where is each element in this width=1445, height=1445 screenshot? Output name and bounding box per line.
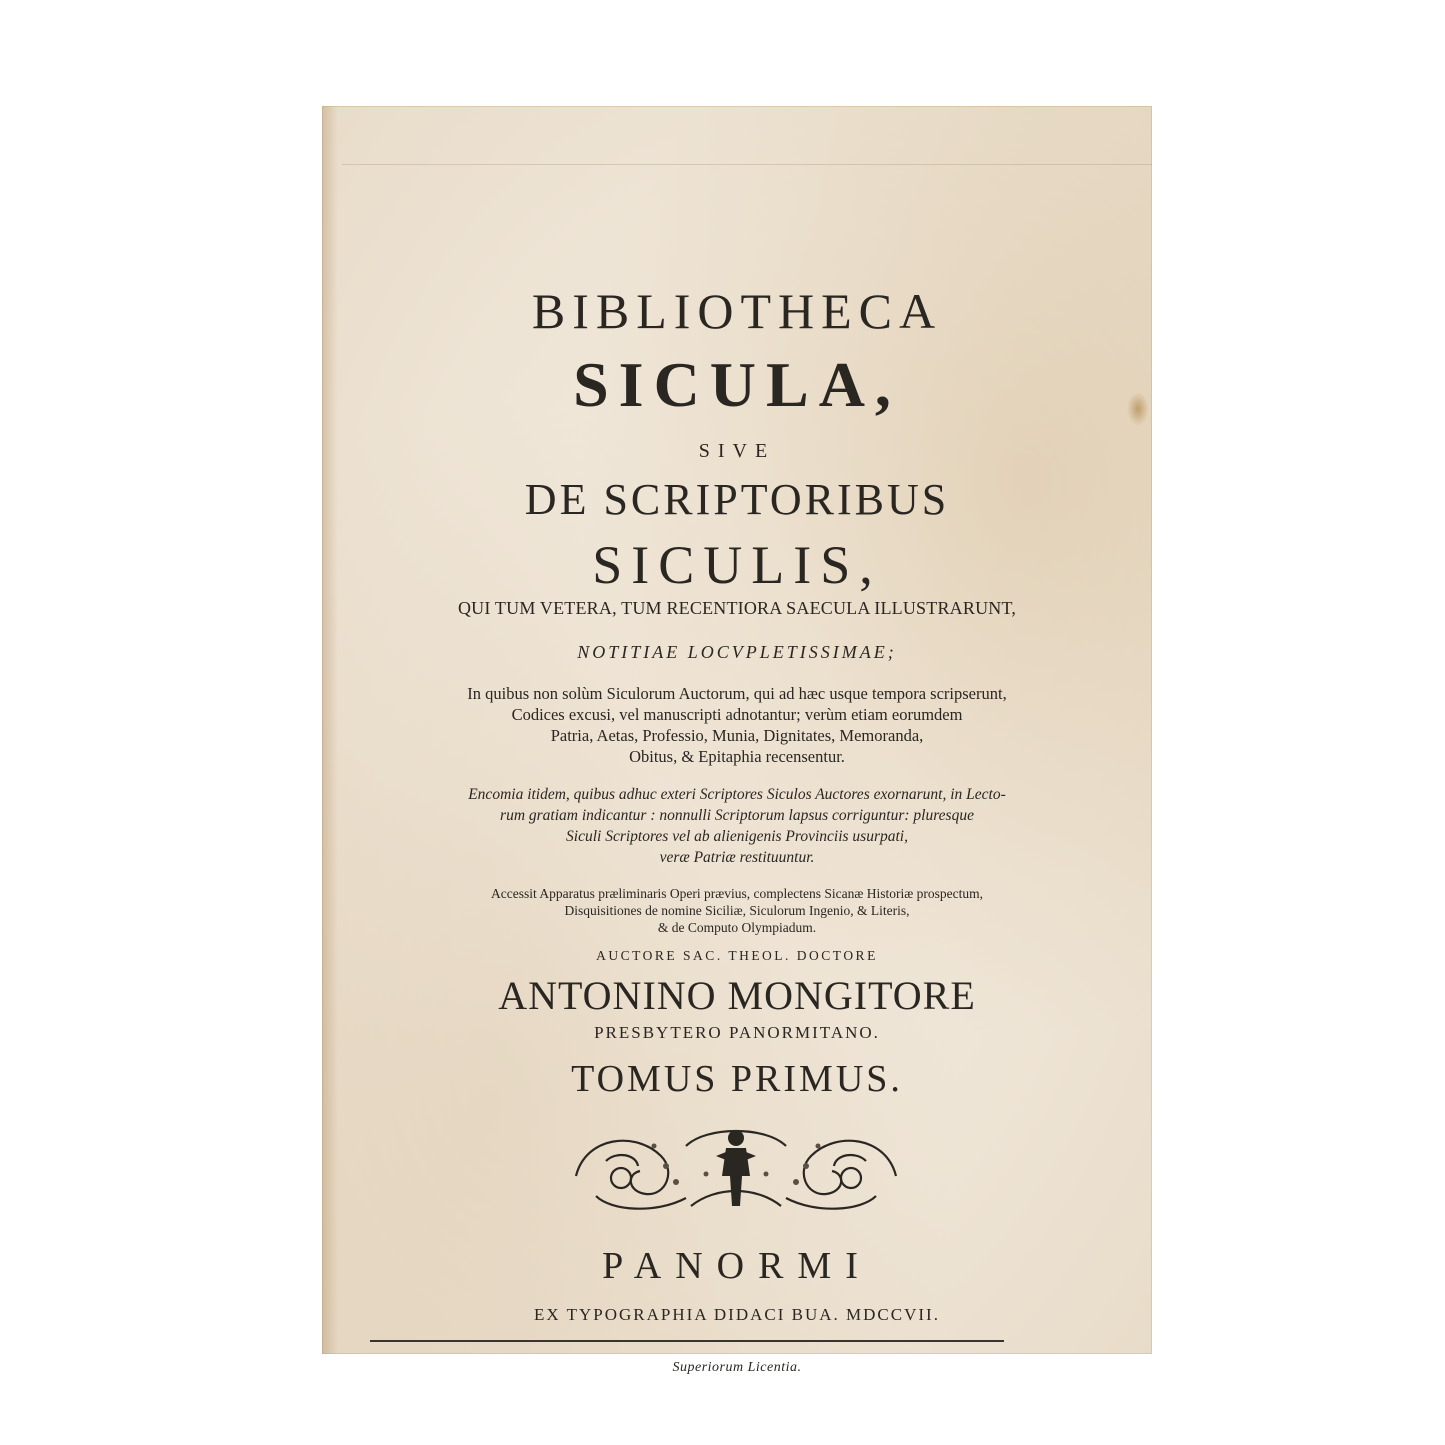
conjunction-sive: SIVE: [698, 440, 776, 462]
auctore-line: AUCTORE SAC. THEOL. DOCTORE: [596, 948, 878, 963]
accessit-paragraph: [322, 885, 1152, 936]
paragraph-line: veræ Patriæ restituuntur.: [659, 849, 815, 866]
paragraph-line: Accessit Apparatus præliminaris Operi prævius, complectens Sicanæ Historiæ prospectum,: [491, 886, 983, 901]
title-line-1: BIBLIOTHECA: [531, 283, 943, 339]
paragraph-line: Obitus, & Epitaphia recensentur.: [629, 747, 845, 766]
description-paragraph: [322, 683, 1152, 767]
paragraph-line: Disquisitiones de nomine Siciliæ, Siculorum Ingenio, & Literis,: [564, 903, 910, 918]
author-title: PRESBYTERO PANORMITANO.: [594, 1023, 880, 1042]
paragraph-line: Patria, Aetas, Professio, Munia, Dignitates, Memoranda,: [550, 726, 924, 745]
notitiae-line: NOTITIAE LOCVPLETISSIMAE;: [577, 642, 897, 662]
subtitle-line-2: SICULIS,: [592, 535, 882, 595]
encomia-paragraph: [322, 784, 1152, 868]
qui-tum-line: QUI TUM VETERA, TUM RECENTIORA SAECULA ILLUSTRARUNT,: [457, 598, 1017, 618]
imprint-rule: [370, 1340, 1004, 1342]
printer-ornament-icon: [566, 1116, 906, 1216]
paragraph-line: rum gratiam indicantur : nonnulli Scriptorum lapsus corriguntur: pluresque: [500, 807, 974, 824]
imprint-place: PANORMI: [602, 1245, 872, 1287]
subtitle-line-1: DE SCRIPTORIBUS: [524, 475, 950, 524]
paragraph-line: Codices excusi, vel manuscripti adnotantur; verùm etiam eorumdem: [511, 705, 963, 724]
title-line-2: SICULA,: [573, 349, 901, 420]
title-page: [322, 106, 1152, 1375]
paragraph-line: Encomia itidem, quibus adhuc exteri Scriptores Siculos Auctores exornarunt, in Lecto-: [468, 786, 1006, 803]
volume-label: TOMUS PRIMUS.: [571, 1058, 903, 1100]
paragraph-line: In quibus non solùm Siculorum Auctorum, qui ad hæc usque tempora scripserunt,: [467, 684, 1007, 703]
paper-seam: [342, 164, 1152, 165]
license-line: Superiorum Licentia.: [672, 1360, 802, 1375]
paragraph-line: Siculi Scriptores vel ab alienigenis Provinciis usurpati,: [566, 828, 908, 845]
author-name: ANTONINO MONGITORE: [498, 973, 976, 1018]
paragraph-line: & de Computo Olympiadum.: [657, 920, 817, 935]
imprint-printer: EX TYPOGRAPHIA DIDACI BUA. MDCCVII.: [534, 1305, 940, 1324]
